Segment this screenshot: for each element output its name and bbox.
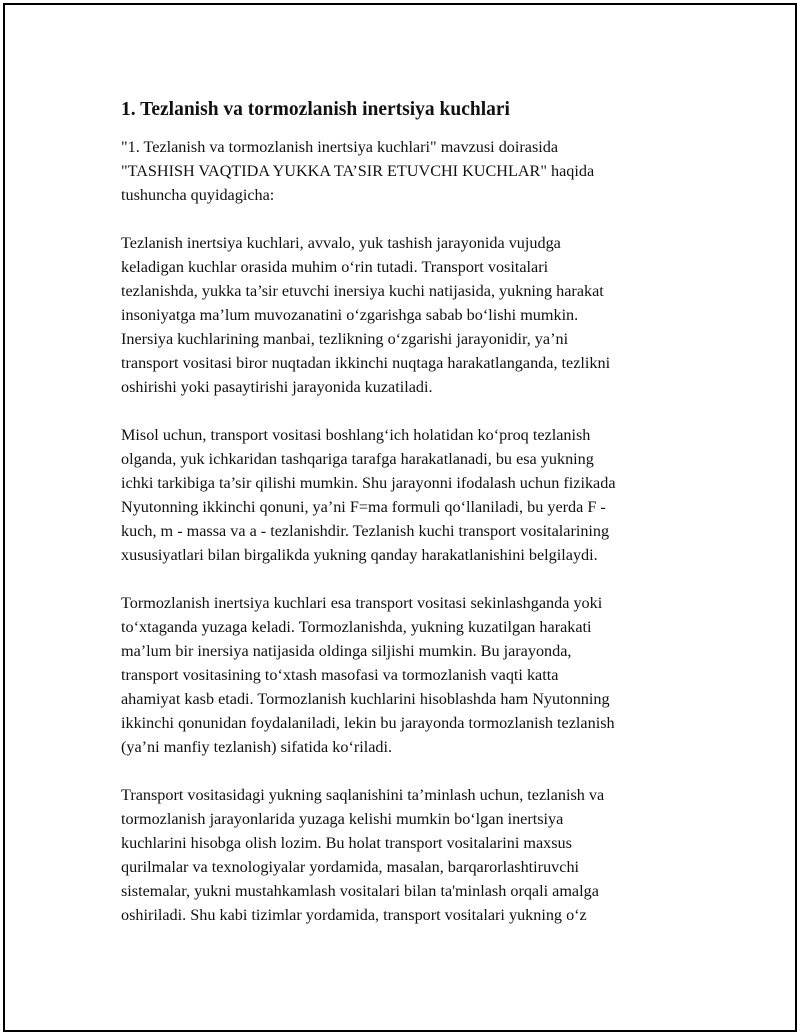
paragraph-example [121,423,701,567]
paragraph-line: Tezlanish inertsiya kuchlari, avvalo, yuk tashish jarayonida vujudga [121,234,561,252]
paragraph-line: qurilmalar va texnologiyalar yordamida, masalan, barqarorlashtiruvchi [121,858,580,876]
paragraph-line: kuch, m - massa va a - tezlanishdir. Tezlanish kuchi transport vositalarining [121,522,610,540]
paragraph-line: tezlanishda, yukka ta’sir etuvchi inersiya kuchi natijasida, yukning harakat [121,282,604,300]
paragraph-intro [121,135,701,207]
paragraph-safety [121,783,701,927]
paragraph-braking [121,591,701,759]
paragraph-line: Transport vositasidagi yukning saqlanishini ta’minlash uchun, tezlanish va [121,786,605,804]
paragraph-line: "TASHISH VAQTIDA YUKKA TA’SIR ETUVCHI KUCHLAR" haqida [121,162,595,180]
paragraph-line: ma’lum bir inersiya natijasida oldinga siljishi mumkin. Bu jarayonda, [121,642,572,660]
paragraph-line: xususiyatlari bilan birgalikda yukning qanday harakatlanishini belgilaydi. [121,546,598,564]
paragraph-line: sistemalar, yukni mustahkamlash vositalari bilan ta'minlash orqali amalga [121,882,599,900]
paragraph-line: Inersiya kuchlarining manbai, tezlikning o‘zgarishi jarayonidir, ya’ni [121,330,569,348]
paragraph-acceleration [121,231,701,399]
page-frame [3,3,797,1032]
paragraph-line: insoniyatga ma’lum muvozanatini o‘zgarishga sabab bo‘lishi mumkin. [121,306,579,324]
paragraph-line: (ya’ni manfiy tezlanish) sifatida ko‘riladi. [121,738,393,756]
paragraph-line: oshirishi yoki pasaytirishi jarayonida kuzatiladi. [121,378,433,396]
paragraph-line: tormozlanish jarayonlarida yuzaga kelishi mumkin bo‘lgan inertsiya [121,810,564,828]
document-body [121,97,701,951]
paragraph-line: ichki tarkibiga ta’sir qilishi mumkin. Shu jarayonni ifodalash uchun fizikada [121,474,616,492]
paragraph-line: transport vositasining to‘xtash masofasi va tormozlanish vaqti katta [121,666,559,684]
paragraph-line: olganda, yuk ichkaridan tashqariga tarafga harakatlanadi, bu esa yukning [121,450,594,468]
paragraph-line: "1. Tezlanish va tormozlanish inertsiya kuchlari" mavzusi doirasida [121,138,559,156]
paragraph-line: ikkinchi qonunidan foydalaniladi, lekin bu jarayonda tormozlanish tezlanish [121,714,615,732]
paragraph-line: kuchlarini hisobga olish lozim. Bu holat transport vositalarini maxsus [121,834,572,852]
paragraph-line: Tormozlanish inertsiya kuchlari esa transport vositasi sekinlashganda yoki [121,594,603,612]
paragraph-line: transport vositasi biror nuqtadan ikkinchi nuqtaga harakatlanganda, tezlikni [121,354,611,372]
paragraph-line: Nyutonning ikkinchi qonuni, ya’ni F=ma formuli qo‘llaniladi, bu yerda F - [121,498,606,516]
page-title: 1. Tezlanish va tormozlanish inertsiya kuchlari [121,99,510,120]
paragraph-line: keladigan kuchlar orasida muhim o‘rin tutadi. Transport vositalari [121,258,549,276]
paragraph-line: oshiriladi. Shu kabi tizimlar yordamida, transport vositalari yukning o‘z [121,906,587,924]
paragraph-line: Misol uchun, transport vositasi boshlang‘ich holatidan ko‘proq tezlanish [121,426,591,444]
paragraph-line: ahamiyat kasb etadi. Tormozlanish kuchlarini hisoblashda ham Nyutonning [121,690,610,708]
paragraph-line: to‘xtaganda yuzaga keladi. Tormozlanishda, yukning kuzatilgan harakati [121,618,592,636]
paragraph-line: tushuncha quyidagicha: [121,186,275,204]
